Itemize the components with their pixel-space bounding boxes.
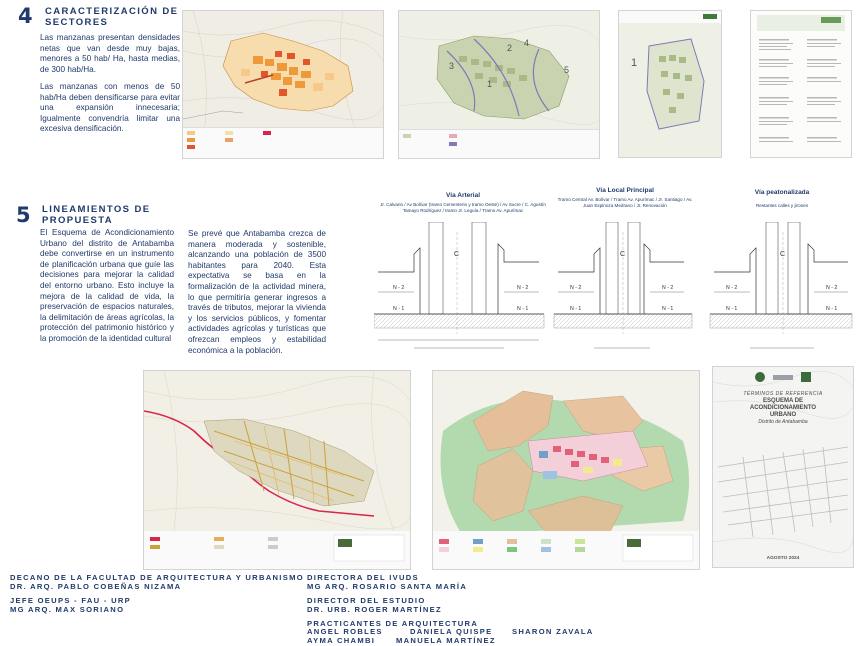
level-label: N - 1: [826, 306, 838, 312]
land-use-map: [433, 371, 699, 569]
section-4-paragraph-1: Las manzanas presentan densidades netas que van desde muy bajas, menores a 50 hab/ Ha, hasta medias, de 300 hab/Ha.: [40, 33, 180, 74]
cover-line-5: Distrito de Antabamba: [758, 419, 808, 426]
credit-head-name: MG ARQ. MAX SORIANO: [10, 605, 125, 614]
cover-line-1: TÉRMINOS DE REFERENCIA: [743, 391, 823, 397]
section-5-title: [42, 204, 150, 226]
sector-label-2: 2: [507, 43, 513, 53]
sector-zoom-plate: [618, 10, 722, 158]
section-4-number: 4: [18, 4, 33, 28]
cover-line-4: URBANO: [769, 411, 797, 418]
road-section-title: Vía peatonalizada: [754, 189, 810, 196]
road-section-subtitle: Restantes calles y jirones: [755, 203, 809, 208]
credit-ivuds-name: MG ARQ. ROSARIO SANTA MARÍA: [307, 582, 468, 591]
section-5-title-line-1: LINEAMIENTOS DE: [42, 204, 151, 215]
section-b-drawing: [554, 222, 692, 348]
road-section-title: Vía Local Principal: [596, 187, 654, 194]
section-5-title-line-2: PROPUESTA: [42, 215, 114, 226]
credit-interns-role: PRACTICANTES DE ARQUITECTURA: [307, 619, 479, 628]
axis-label: C: [454, 251, 460, 258]
section-4-title-line-1: CARACTERIZACIÓN DE: [45, 6, 179, 17]
cover-date: AGOSTO 2024: [766, 556, 800, 561]
road-section-pedestrian: [712, 189, 852, 209]
road-sections-drawing: [374, 222, 854, 357]
level-label: N - 2: [570, 285, 582, 291]
sector-label-1: 1: [487, 79, 493, 89]
section-4-title: [45, 6, 178, 28]
zoom-sector-label: 1: [631, 57, 638, 69]
technical-sheet: [751, 11, 851, 157]
road-section-title: Vía Arterial: [445, 192, 481, 199]
road-section-local: [555, 187, 695, 208]
road-section-arterial: [378, 192, 548, 213]
section-a-drawing: [374, 222, 544, 348]
cover-plate: [712, 366, 854, 568]
level-label: N - 1: [393, 306, 405, 312]
technical-sheet-plate: [750, 10, 852, 158]
sector-label-3: 3: [449, 61, 455, 71]
credit-study-role: DIRECTOR DEL ESTUDIO: [307, 596, 426, 605]
sector-zoom-map: [619, 11, 721, 157]
credit-ivuds-role: DIRECTORA DEL IVUDS: [307, 573, 419, 582]
sector-label-4: 4: [524, 38, 530, 48]
credit-intern-name: SHARON ZAVALA: [512, 627, 594, 636]
level-label: N - 2: [726, 285, 738, 291]
level-label: N - 2: [662, 285, 674, 291]
section-5-number: 5: [16, 203, 31, 227]
section-4-title-line-2: SECTORES: [45, 17, 109, 28]
density-map-legend: [183, 127, 383, 158]
road-section-subtitle: Tramo Central Av. Bolívar / Tramo Av. Apurímac / Jr. Santiago / Av. Juan Espinoza Medrano / Jr. Renovación: [557, 197, 693, 208]
axis-label: C: [780, 251, 786, 258]
level-label: N - 1: [570, 306, 582, 312]
credit-intern-name: MANUELA MARTÍNEZ: [396, 636, 496, 645]
credit-intern-name: DANIELA QUISPE: [410, 627, 493, 636]
section-5-paragraph-2: Se prevé que Antabamba crezca de manera moderada y sostenible, alcanzando una población de 3500 habitantes para 2040. Esta expectativa se basa en la formalización de la actividad minera, lo que permitiría generar ingresos a través de tributos, mejorar la vivienda y los servicios públicos, y fomentar actividades agrícolas y turísticas que ofrezcan empleos y estabilidad económica a la población.: [188, 229, 326, 355]
level-label: N - 2: [517, 285, 529, 291]
credit-head-role: JEFE OEUPS - FAU - URP: [10, 596, 132, 605]
road-section-subtitle: Jr. Calvario / Av Bolívar (tramo Cementerio y tramo Oeste) / Av Sucre / C. Agustín Tamayo Rodríguez / tramo Jr. Leguía / Tramo Av. Apurímac: [380, 202, 546, 213]
credit-dean-name: DR. ARQ. PABLO COBEÑAS NIZAMA: [10, 582, 182, 591]
level-label: N - 2: [826, 285, 838, 291]
density-map-plate: [182, 10, 384, 159]
credit-study-name: DR. URB. ROGER MARTÍNEZ: [307, 605, 442, 614]
cover-line-3: ACONDICIONAMIENTO: [749, 404, 817, 411]
road-network-map: [144, 371, 410, 569]
road-network-plate: [143, 370, 411, 570]
sector-label-5: 5: [564, 65, 570, 75]
sector-map-plate: [398, 10, 600, 159]
axis-label: C: [620, 251, 626, 258]
cover-line-2: ESQUEMA DE: [762, 398, 804, 404]
cover-logos: [713, 369, 853, 387]
section-4-paragraph-2: Las manzanas con menos de 50 hab/Ha deben densificarse para evitar una expansión innecesaria; Igualmente convendría limitar una excesiva densificación.: [40, 82, 180, 134]
credit-intern-name: ANGEL ROBLES: [307, 627, 383, 636]
level-label: N - 1: [662, 306, 674, 312]
section-5-paragraph-1: El Esquema de Acondicionamiento Urbano del distrito de Antabamba debe convertirse en un instrumento de planificación urbana que guíe las decisiones para mejorar la calidad del entorno urbano. Esto incluye la mejora de la calidad de vida, la preservación de espacios naturales, la delimitación de áreas agrícolas, la protección del patrimonio histórico y la promoción de la identidad cultural: [40, 228, 174, 343]
credit-dean-role: DECANO DE LA FACULTAD DE ARQUITECTURA Y URBANISMO: [10, 573, 304, 582]
section-c-drawing: [710, 222, 852, 348]
land-use-plate: [432, 370, 700, 570]
level-label: N - 2: [393, 285, 405, 291]
cover-title: [717, 391, 849, 425]
credit-intern-name: AYMA CHAMBI: [307, 636, 376, 645]
sector-map-legend: [399, 129, 599, 158]
level-label: N - 1: [726, 306, 738, 312]
level-label: N - 1: [517, 306, 529, 312]
